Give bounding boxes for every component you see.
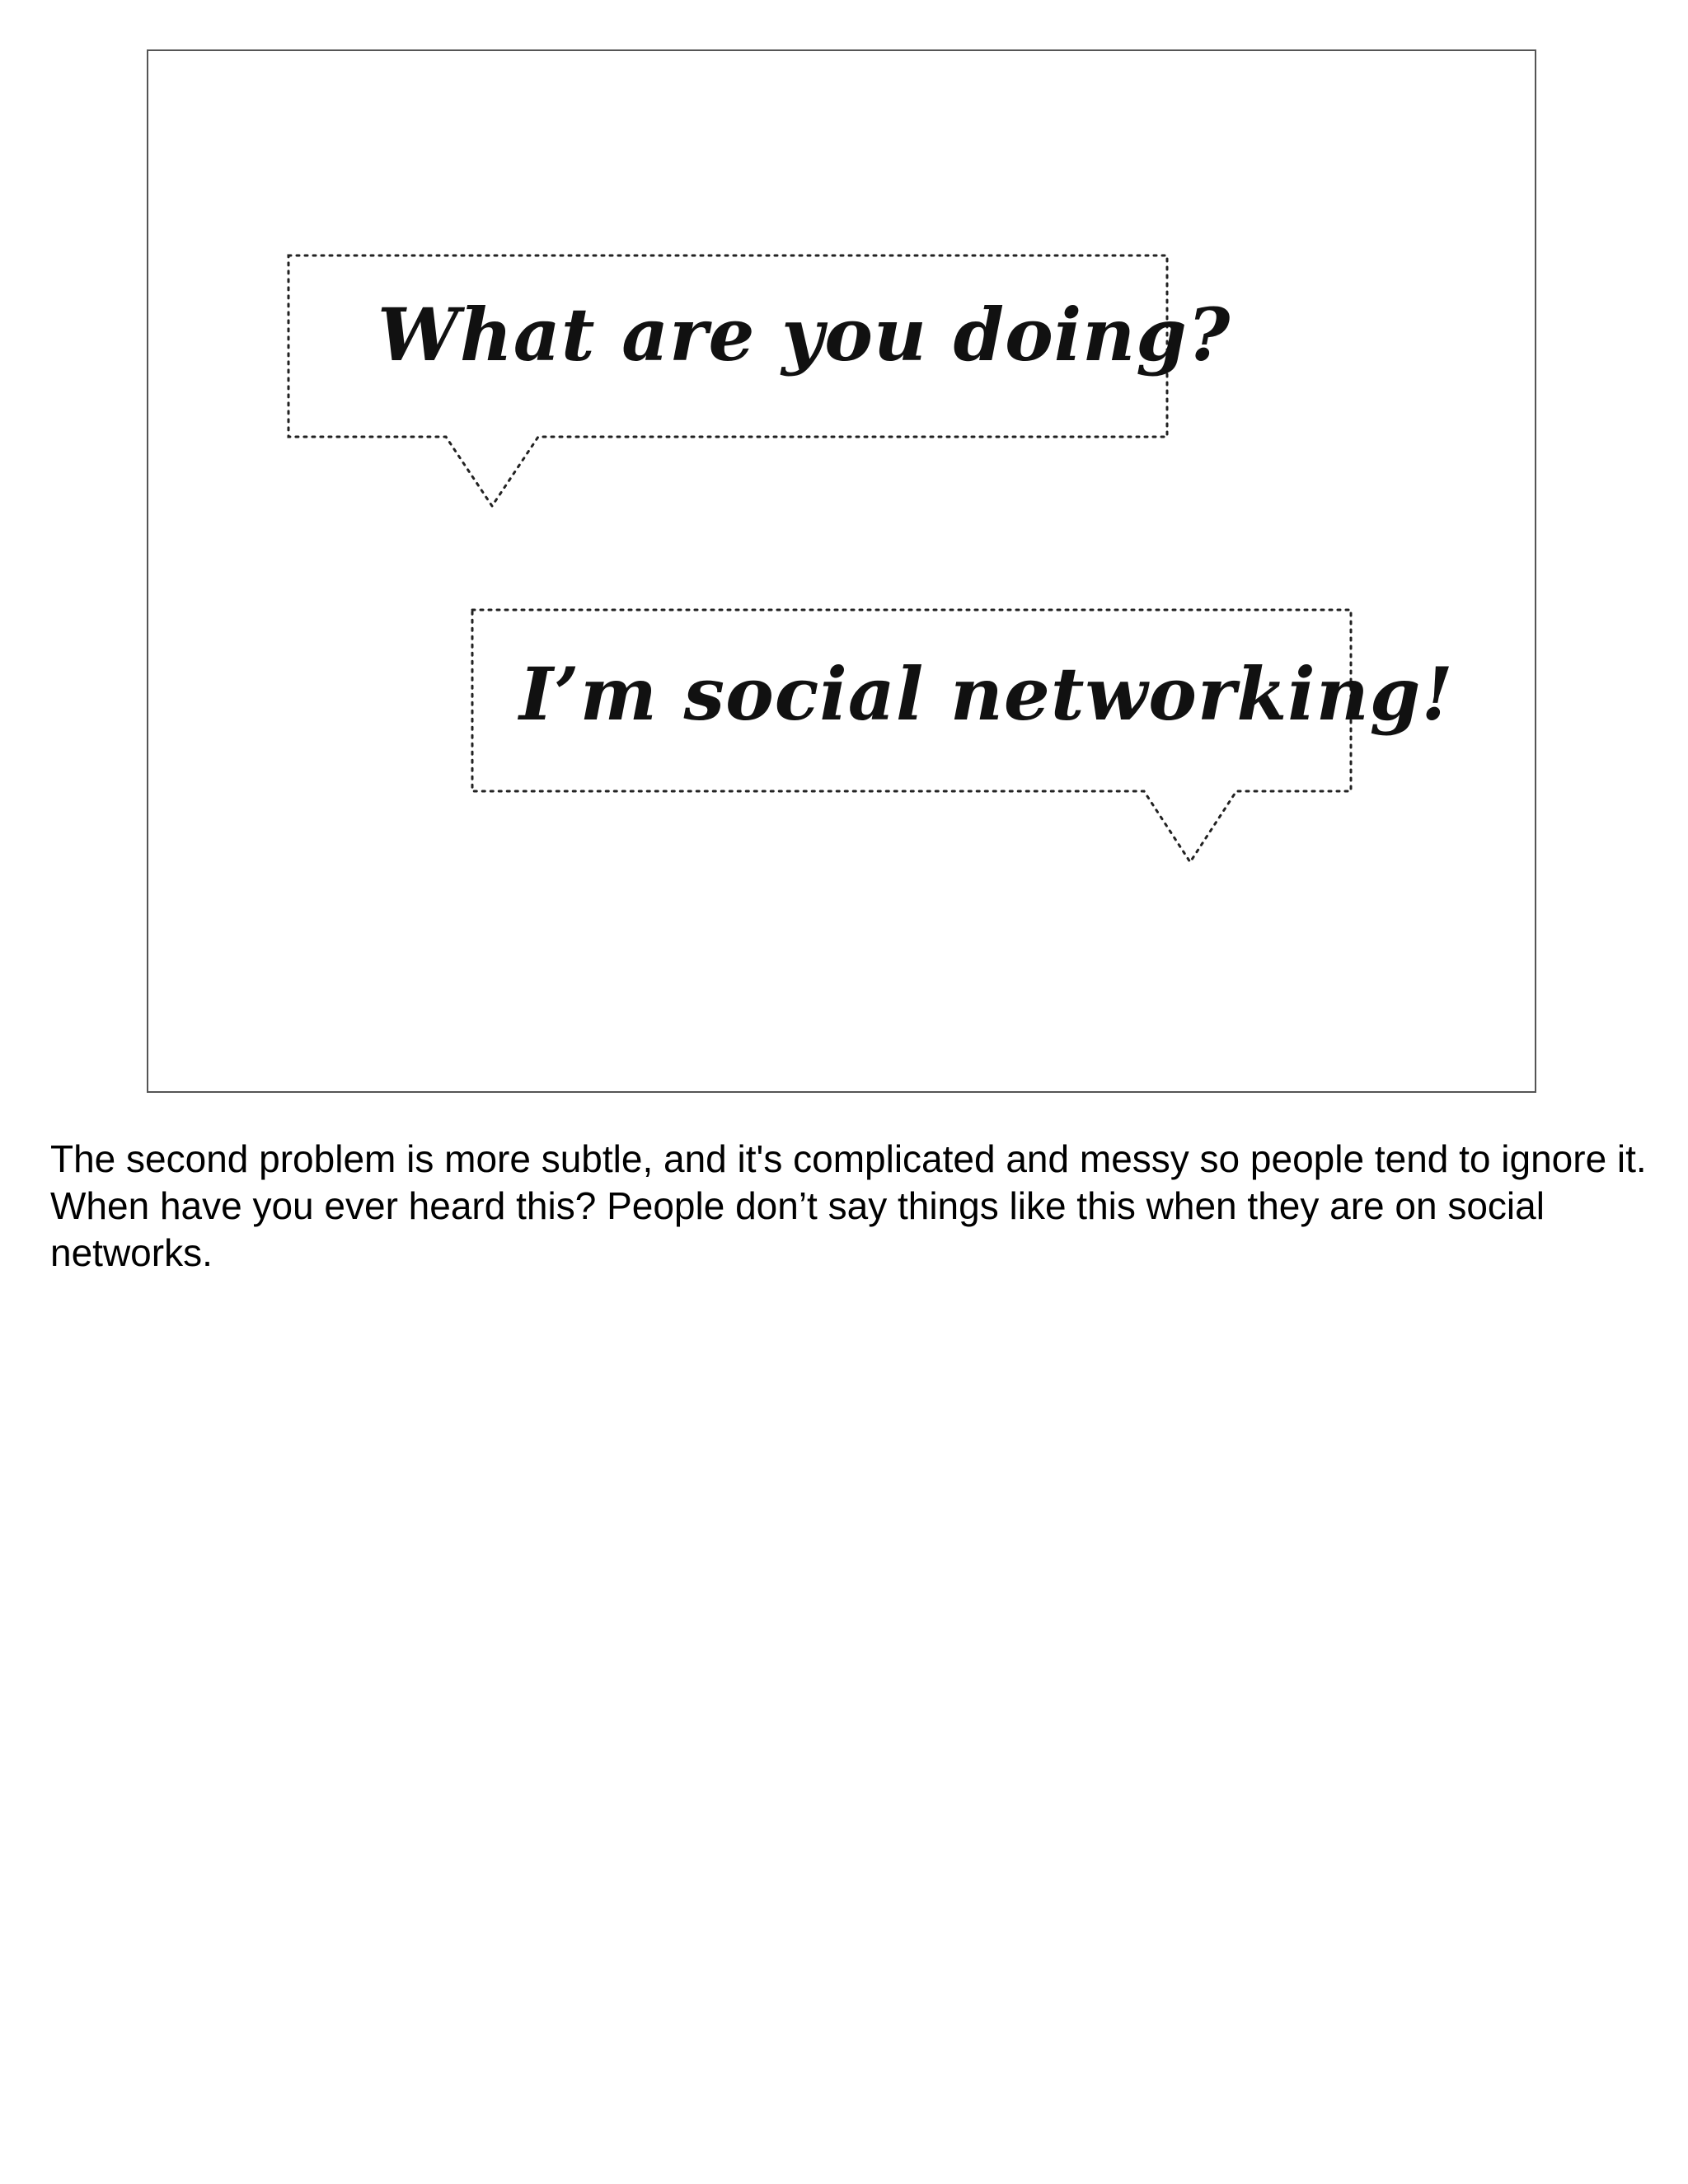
speaker-notes bbox=[50, 1136, 1649, 1277]
slide-frame bbox=[147, 49, 1536, 1093]
answer-bubble-text: I’m social networking! bbox=[519, 651, 1454, 737]
notes-paragraph: When have you ever heard this? People don’t say things like this when they are on social networks. bbox=[50, 1184, 1545, 1274]
speech-bubbles bbox=[148, 51, 1538, 1094]
question-bubble-text: What are you doing? bbox=[377, 292, 1231, 377]
notes-paragraph: The second problem is more subtle, and it's complicated and messy so people tend to ignore it. bbox=[50, 1137, 1647, 1180]
